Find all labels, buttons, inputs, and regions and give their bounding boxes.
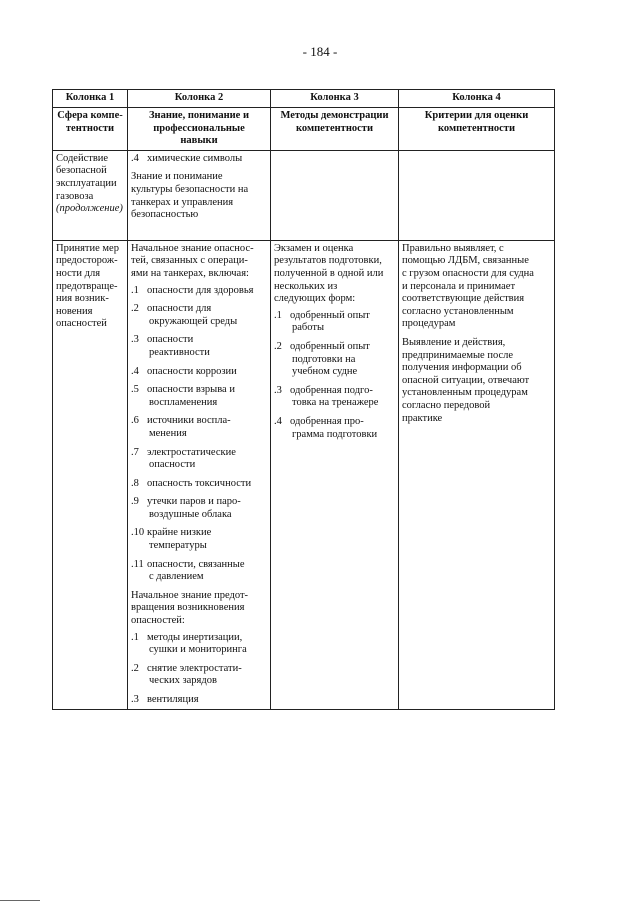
prevention-intro: Начальное знание предот- вращения возникновения опасностей: [131,589,249,627]
criteria-paragraph-2: Выявление и действия, предпринимаемые после получения информации об опасной ситуации, отвечают установленным процедурам согласно передовой практике [402,336,530,424]
page-number: - 184 - [302,44,338,59]
header-knowledge: Знание, понимание и профессиональные навыки [128,108,271,151]
row1-competence-line: газовоза [56,190,94,202]
prevention-list [131,632,267,707]
list-item: .4 опасности коррозии [131,365,237,377]
header-criteria: Критерии для оценки компетентности [399,108,555,151]
row-hazard-prevention [53,240,555,709]
list-item: .10 крайне низкие температуры [131,527,212,552]
continuation-note: (продолжение) [56,203,123,215]
competence-table [52,89,555,710]
list-item: .8 опасность токсичности [131,477,252,489]
list-item: .11 опасности, связанные с давлением [131,558,245,583]
list-item: .2 снятие электростати- ческих зарядов [131,662,242,687]
list-item: .9 утечки паров и паро- воздушные облака [131,496,241,520]
list-item: .2 опасности для окружающей среды [131,303,238,327]
list-item: .3 вентиляция [131,694,199,705]
methods-intro: Экзамен и оценка результатов подготовки, полученной в одной или нескольких из следующих форм: [274,242,384,305]
list-item: .4 одобренная про- грамма подготовки [274,415,378,440]
safety-culture-paragraph: Знание и понимание культуры безопасности на танкерах и управления безопасностью [131,171,249,221]
list-item: .1 методы инертизации, сушки и мониторинга [131,631,247,656]
row1-competence-line: эксплуатации [56,177,117,189]
list-item: .1 одобренный опыт работы [274,309,370,334]
row1-competence [53,150,128,240]
row-gas-carrier-operation [53,150,555,240]
header-competence: Сфера компе- тентности [53,108,128,151]
list-item: .3 одобренная подго- товка на тренажере [274,384,379,409]
list-item: .3 опасности реактивности [131,334,210,358]
header-row [53,108,555,151]
list-item: .7 электростатические опасности [131,446,236,471]
column-1-label: Колонка 1 [53,90,128,108]
list-item: .1 опасности для здоровья [131,284,254,296]
list-item: .2 одобренный опыт подготовки на учебном судне [274,340,370,378]
hazards-intro: Начальное знание опаснос- тей, связанных с операци- ями на танкерах, включая: [131,242,254,279]
row2-knowledge [128,240,271,709]
row1-competence-line: Содействие [56,152,109,164]
list-item: .6 источники воспла- менения [131,415,231,439]
row1-knowledge [128,150,271,240]
footer-rule [0,900,40,901]
list-item: .5 опасности взрыва и воспламенения [131,384,235,408]
header-methods: Методы демонстрации компетентности [271,108,399,151]
row2-methods [271,240,399,709]
hazards-list [131,285,267,584]
row1-criteria [399,150,555,240]
methods-list [274,310,395,441]
row2-competence: Принятие мер предосторож- ности для предотвраще- ния возник- новения опасностей [53,240,128,709]
row1-methods [271,150,399,240]
column-number-row [53,90,555,108]
list-item: .4 химические символы [131,152,243,164]
column-3-label: Колонка 3 [271,90,399,108]
row2-criteria [399,240,555,709]
criteria-paragraph-1: Правильно выявляет, с помощью ЛДБМ, связанные с грузом опасности для судна и персонала и принимает соответствующие действия согласно установленным процедурам [402,242,534,330]
column-4-label: Колонка 4 [399,90,555,108]
row1-competence-line: безопасной [56,165,107,177]
column-2-label: Колонка 2 [128,90,271,108]
